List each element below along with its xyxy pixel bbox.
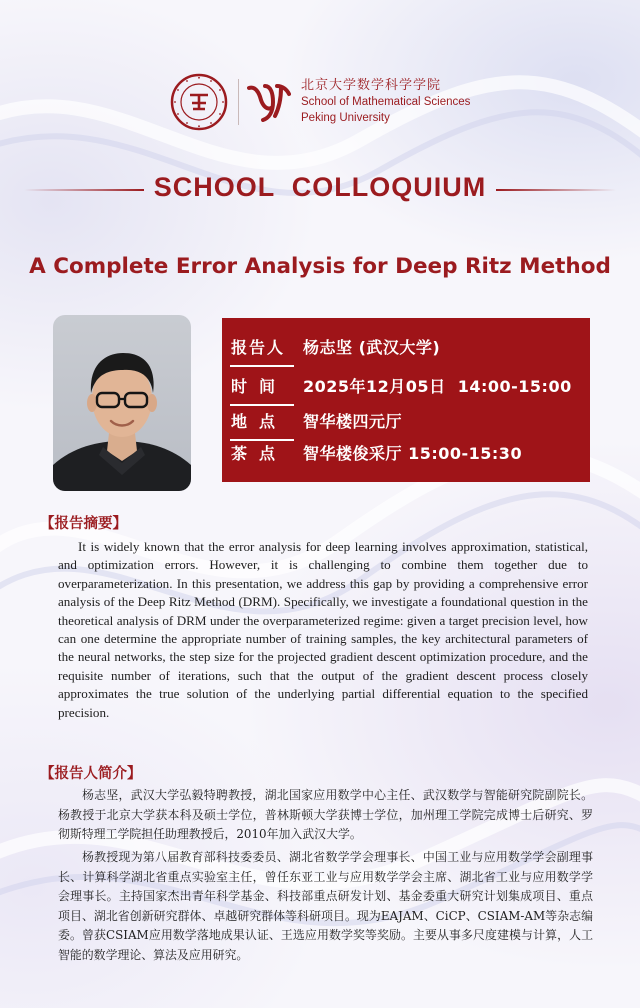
heading-rule-right: [496, 189, 616, 191]
bio-paragraph-1: 杨志坚，武汉大学弘毅特聘教授，湖北国家应用数学中心主任、武汉数学与智能研究院副院长。杨教授于北京大学获本科及硕士学位，普林斯顿大学获博士学位，加州理工学院完成博士后研究、罗彻斯特理工学院担任助理教授后，2010年加入武汉大学。: [58, 788, 593, 842]
info-key-speaker: 报告人: [231, 338, 286, 357]
institution-name-en-2: Peking University: [301, 112, 390, 124]
info-key-time: 时间: [231, 377, 288, 396]
bio-heading: 【报告人简介】: [40, 766, 142, 782]
institution-name: [301, 78, 470, 126]
info-key-location: 地点: [231, 412, 288, 431]
info-value-time: 2025年12月05日 14:00-15:00: [303, 377, 572, 396]
info-row-speaker: [222, 326, 590, 367]
logo-divider: [238, 79, 239, 125]
abstract-heading: 【报告摘要】: [40, 516, 127, 532]
math-school-logo: [247, 82, 291, 122]
abstract-text: It is widely known that the error analysis for deep learning involves approximation, statistical, and optimization errors. However, it is challenging to combine them together due to overparameterization. In this presentation, we address this gap by providing a comprehensive error analysis of the Deep Ritz Method (DRM). Specifically, we investigate a foundational question in the theoretical analysis of DRM under the overparameterized regime: given a target precision level, how can one determine the appropriate number of training samples, the key architectural parameters of the neural networks, the step size for the projected gradient descent optimization procedure, and the requisite number of iterations, such that the output of the gradient descent process closely approximates the true solution of the underlying partial differential equation to the specified precision.: [58, 539, 588, 720]
info-value-refreshments: 智华楼俊采厅 15:00-15:30: [303, 444, 523, 463]
institution-header: [170, 72, 490, 132]
info-value-location: 智华楼四元厅: [303, 412, 403, 431]
institution-name-cn: 北京大学数学科学学院: [301, 78, 442, 93]
pku-seal-logo: [170, 73, 228, 131]
talk-title: A Complete Error Analysis for Deep Ritz Method: [29, 254, 611, 279]
info-value-speaker: 杨志坚 (武汉大学): [303, 338, 441, 357]
info-key-refreshments: 茶点: [231, 444, 288, 463]
event-type-heading: SCHOOL COLLOQUIUM: [153, 172, 487, 202]
speaker-photo: [53, 315, 191, 491]
info-row-refreshments: [222, 432, 590, 473]
heading-rule-left: [24, 189, 144, 191]
bio-paragraph-2: 杨教授现为第八届教育部科技委委员、湖北省数学学会理事长、中国工业与应用数学学会副理事长、计算科学湖北省重点实验室主任，曾任东亚工业与应用数学学会主席、湖北省工业与应用数学学会理事长。主持国家杰出青年科学基金、科技部重点研发计划、基金委重大研究计划集成项目、重点项目、湖北省创新研究群体、卓越研究群体等科研项目。现为EAJAM、CiCP、CSIAM-AM等杂志编委。曾获CSIAM应用数学落地成果认证、王选应用数学奖等奖励。主要从事多尺度建模与计算，人工智能的数学理论、算法及应用研究。: [58, 850, 593, 962]
institution-name-en-1: School of Mathematical Sciences: [301, 96, 471, 108]
event-info-panel: [222, 318, 590, 482]
